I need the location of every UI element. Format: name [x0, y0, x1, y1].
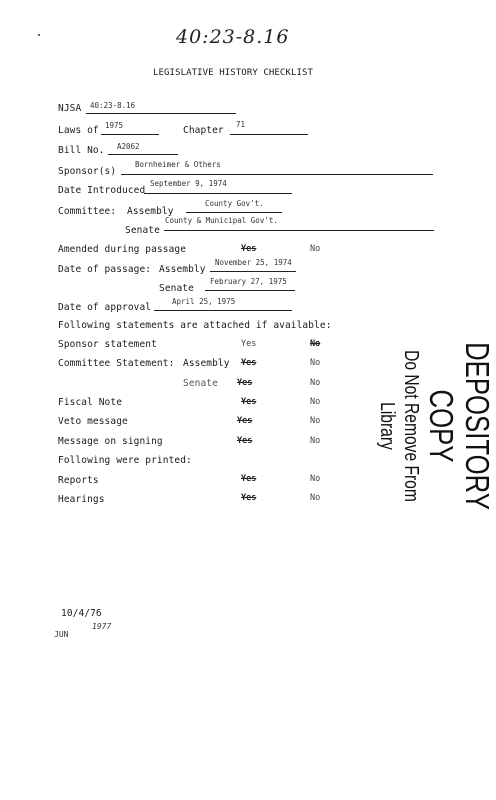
veto-message-label: Veto message [58, 416, 128, 427]
message-on-signing-label: Message on signing [58, 436, 163, 447]
footer-month: JUN [54, 630, 69, 639]
amended-no: No [310, 244, 321, 254]
hearings-no: No [310, 493, 321, 503]
committee-senate-value: County & Municipal Gov't. [165, 216, 278, 225]
chapter-label: Chapter [183, 125, 224, 136]
committee-senate-line [164, 230, 434, 231]
date-introduced-label: Date Introduced [58, 185, 146, 196]
stamp-title: DEPOSITORY COPY [423, 342, 496, 510]
depository-stamp-text [375, 311, 495, 541]
passage-assembly-line [210, 271, 296, 272]
committee-statement-assembly-yes: Yes [241, 358, 257, 368]
footer-year: 1977 [92, 622, 112, 631]
passage-senate-label: Senate [159, 283, 194, 294]
njsa-label: NJSA [58, 103, 82, 114]
sponsors-label: Sponsor(s) [58, 166, 117, 177]
chapter-line [230, 134, 308, 135]
committee-statement-senate-label: Senate [183, 378, 218, 389]
fiscal-note-label: Fiscal Note [58, 397, 123, 408]
fiscal-note-no: No [310, 397, 321, 407]
committee-statement-senate-yes: Yes [237, 378, 253, 388]
committee-label: Committee: [58, 206, 117, 217]
passage-assembly-value: November 25, 1974 [215, 258, 292, 267]
passage-senate-line [205, 290, 295, 291]
committee-statement-assembly-no: No [310, 358, 321, 368]
footer-date: 10/4/76 [61, 608, 102, 619]
committee-statement-label: Committee Statement: [58, 358, 175, 369]
sponsor-statement-no: No [310, 339, 321, 349]
speck [38, 34, 40, 36]
page-title: LEGISLATIVE HISTORY CHECKLIST [153, 68, 314, 78]
date-introduced-line [144, 193, 292, 194]
bill-no-label: Bill No. [58, 145, 105, 156]
bill-no-value: A2062 [117, 142, 140, 151]
message-on-signing-no: No [310, 436, 321, 446]
fiscal-note-yes: Yes [241, 397, 257, 407]
njsa-value: 40:23-8.16 [90, 101, 136, 110]
passage-senate-value: February 27, 1975 [210, 277, 287, 286]
date-of-passage-label: Date of passage: [58, 264, 152, 275]
sponsor-statement-yes: Yes [241, 339, 257, 349]
date-introduced-value: September 9, 1974 [150, 179, 227, 188]
reports-no: No [310, 474, 321, 484]
sponsor-statement-label: Sponsor statement [58, 339, 157, 350]
message-on-signing-yes: Yes [237, 436, 253, 446]
printed-heading: Following were printed: [58, 455, 192, 466]
bill-no-line [108, 154, 178, 155]
laws-of-label: Laws of [58, 125, 99, 136]
veto-message-yes: Yes [237, 416, 253, 426]
amended-label: Amended during passage [58, 244, 187, 255]
committee-senate-label: Senate [125, 225, 160, 236]
date-of-approval-label: Date of approval [58, 302, 152, 313]
amended-yes: Yes [241, 244, 257, 254]
sponsors-line [121, 174, 433, 175]
laws-of-line [101, 134, 159, 135]
date-of-approval-value: April 25, 1975 [172, 297, 236, 306]
committee-assembly-label: Assembly [127, 206, 174, 217]
depository-stamp [376, 311, 496, 541]
stamp-subtitle: Do Not Remove From Library [376, 350, 422, 502]
hearings-yes: Yes [241, 493, 257, 503]
passage-assembly-label: Assembly [159, 264, 206, 275]
handwritten-statute-code: 40:23-8.16 [176, 26, 290, 48]
reports-yes: Yes [241, 474, 257, 484]
njsa-line [86, 113, 236, 114]
committee-statement-senate-no: No [310, 378, 321, 388]
date-of-approval-line [154, 310, 292, 311]
chapter-value: 71 [236, 120, 246, 129]
veto-message-no: No [310, 416, 321, 426]
sponsors-value: Bornheimer & Others [135, 160, 221, 169]
committee-statement-assembly-label: Assembly [183, 358, 230, 369]
laws-of-value: 1975 [105, 121, 124, 130]
committee-assembly-value: County Gov't. [205, 199, 264, 208]
committee-assembly-line [186, 212, 282, 213]
reports-label: Reports [58, 475, 99, 486]
attached-heading: Following statements are attached if available: [58, 320, 332, 331]
hearings-label: Hearings [58, 494, 105, 505]
